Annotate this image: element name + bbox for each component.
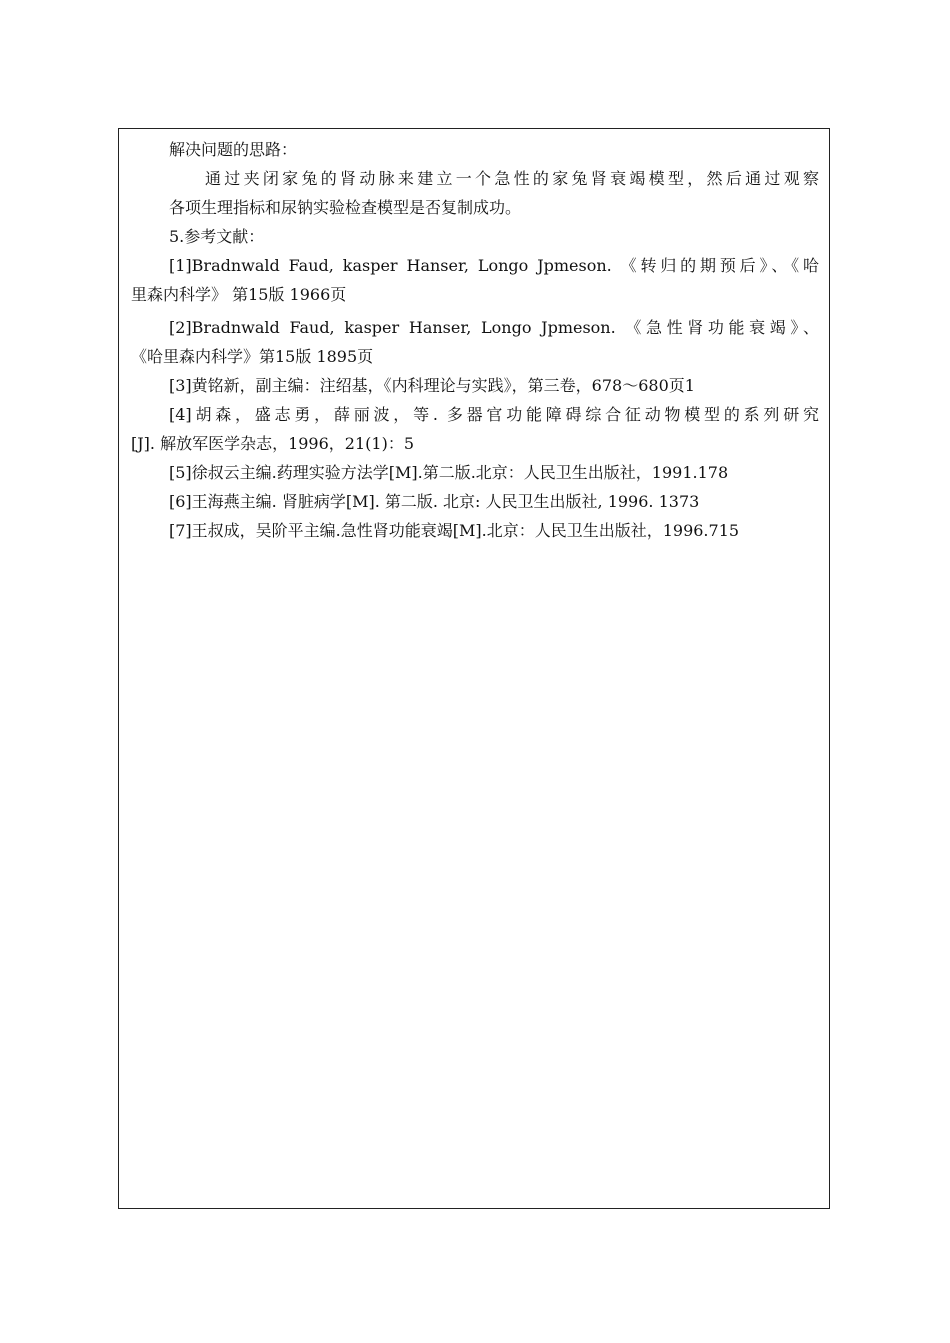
reference-4-line-2: [J]. 解放军医学杂志，1996，21(1)：5: [131, 434, 414, 453]
approach-heading: 解决问题的思路：: [169, 140, 298, 159]
reference-5: [5]徐叔云主编.药理实验方法学[M].第二版.北京：人民卫生出版社，1991.178: [169, 463, 729, 482]
reference-4-line-1: [4]胡森，盛志勇，薛丽波，等. 多器官功能障碍综合征动物模型的系列研究: [169, 405, 819, 424]
reference-2-line-2: 《哈里森内科学》第15版 1895页: [131, 347, 374, 366]
approach-paragraph-line-1: 通过夹闭家兔的肾动脉来建立一个急性的家兔肾衰竭模型，然后通过观察: [205, 169, 819, 188]
reference-2-line-1: [2]Bradnwald Faud, kasper Hanser, Longo Jpmeson. 《急性肾功能衰竭》、: [169, 318, 819, 337]
reference-1-line-2: 里森内科学》 第15版 1966页: [131, 285, 347, 304]
reference-7: [7]王叔成，吴阶平主编.急性肾功能衰竭[M].北京：人民卫生出版社，1996.715: [169, 521, 740, 540]
reference-6: [6]王海燕主编. 肾脏病学[M]. 第二版. 北京: 人民卫生出版社, 1996. 1373: [169, 492, 700, 511]
content-frame: [118, 128, 830, 1209]
references-heading: 5.参考文献：: [169, 227, 265, 246]
reference-1-line-1: [1]Bradnwald Faud, kasper Hanser, Longo Jpmeson. 《转归的期预后》、《哈: [169, 256, 819, 275]
document-body: [131, 135, 819, 545]
approach-paragraph-line-2: 各项生理指标和尿钠实验检查模型是否复制成功。: [169, 198, 522, 217]
reference-3: [3]黄铭新，副主编：注绍基，《内科理论与实践》，第三卷，678～680页1: [169, 376, 695, 395]
